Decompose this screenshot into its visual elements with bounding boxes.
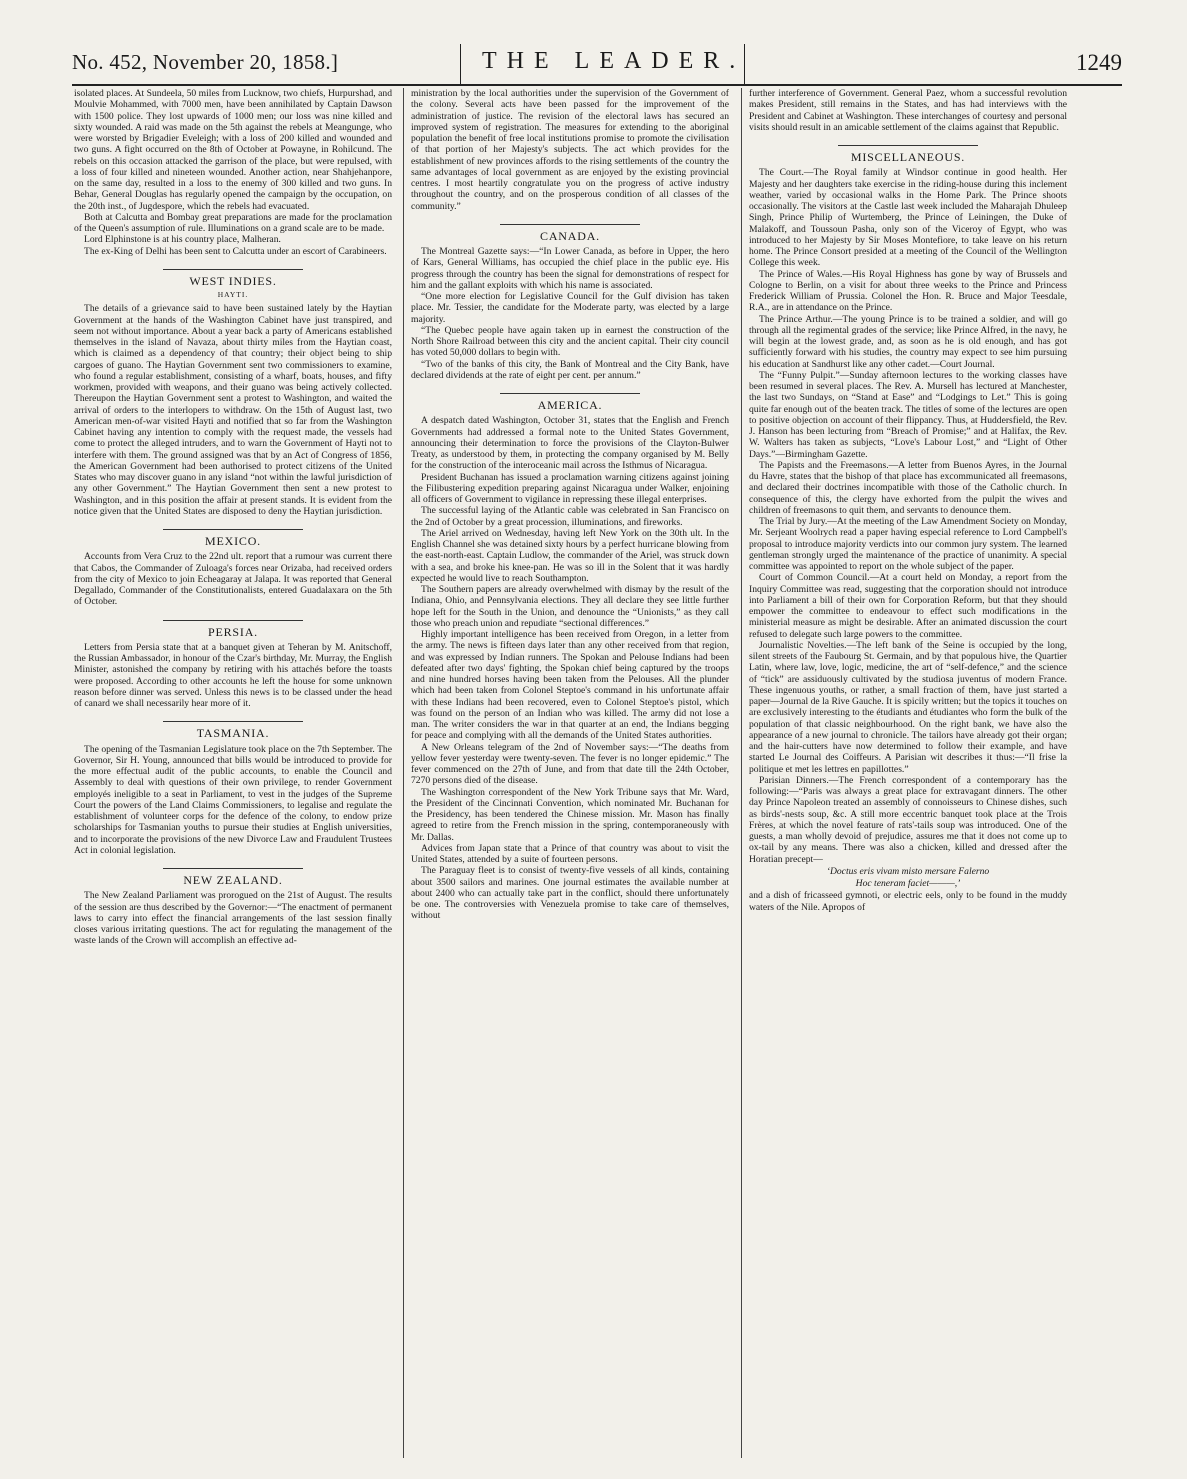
article-paragraph: Court of Common Council.—At a court held on Monday, a report from the Inquiry Committee was read, suggesting that the corporation should not introduce into Parliament a bill of their own for Corporation Reform, but that they should empower the committee to endeavour to effect such modifications in the ministerial measure as might be desirable. After an animated discussion the court refused to delegate such large powers to the committee.	[749, 572, 1067, 640]
section-rule	[163, 721, 303, 722]
header-divider	[744, 44, 745, 84]
article-paragraph: The Court.—The Royal family at Windsor continue in good health. Her Majesty and her daughters take exercise in the riding-house during this inclement weather, varied by occasional walks in the Home Park. The Prince shoots occasionally. The visitors at the Castle last week included the Maharajah Dhuleep Singh, Prince Philip of Wurtemberg, the Prince of Leiningen, the Duke of Malakoff, and Toussoun Pasha, only son of the Viceroy of Egypt, who was introduced to her Majesty by Sir Moses Montefiore, to take leave on his return home. The Prince Consort presided at a meeting of the Council of the Wellington College this week.	[749, 167, 1067, 269]
article-paragraph: “One more election for Legislative Council for the Gulf division has taken place. Mr. Tessier, the candidate for the Moderate party, was elected by a large majority.	[411, 291, 729, 325]
column-divider	[403, 88, 404, 1458]
article-paragraph: President Buchanan has issued a proclamation warning citizens against joining the Filibustering expedition preparing against Nicaragua under Walker, enjoining all officers of Government to vigilance in repressing these illegal enterprises.	[411, 471, 729, 505]
article-paragraph: “Two of the banks of this city, the Bank of Montreal and the City Bank, have declared dividends at the rate of eight per cent. per annum.”	[411, 358, 729, 381]
section-heading: WEST INDIES.	[189, 273, 277, 288]
article-paragraph: The Papists and the Freemasons.—A letter from Buenos Ayres, in the Journal du Havre, states that the bishop of that place has excommunicated all freemasons, and declared their doctrines incompatible with those of the Catholic church. In consequence of this, the clergy have exhorted from the pulpit the wives and children of freemasons to quit them, and servants to denounce them.	[749, 459, 1067, 516]
column-1	[74, 88, 392, 1466]
article-paragraph: The opening of the Tasmanian Legislature took place on the 7th September. The Governor, Sir H. Young, announced that bills would be introduced to provide for the more effectual audit of the public accounts, to enable the Council and Assembly to deal with questions of their own privilege, to render Government employés ineligible to a seat in Parliament, to vest in the judges of the Supreme Court the powers of the Land Claims Commissioners, to legalise and regulate the establishment of volunteer corps for the defence of the colony, to endow prize scholarships for Tasmanian youths to pursue their studies at English universities, and to incorporate the provisions of the new Divorce Law and Fraudulent Trustees Act in colonial legislation.	[74, 743, 392, 856]
section-heading: MISCELLANEOUS.	[850, 150, 966, 164]
newspaper-title: THE LEADER.	[482, 48, 746, 74]
section-rule	[500, 393, 640, 394]
issue-date: No. 452, November 20, 1858.]	[72, 50, 339, 74]
article-paragraph: Letters from Persia state that at a banquet given at Teheran by M. Anitschoff, the Russian Ambassador, in honour of the Czar's birthday, Mr. Murray, the English Minister, astonished the company by retiring with his attachés before the toasts were proposed. According to other accounts he left the house for some unknown reason before dinner was served. Unless this news is to be classed under the head of canard we shall necessarily hear more of it.	[74, 641, 392, 709]
article-paragraph: The “Funny Pulpit.”—Sunday afternoon lectures to the working classes have been resumed in several places. The Rev. A. Mursell has lectured at Manchester, the last two Sundays, on “Stand at Ease” and “Lodgings to Let.” This is going quite far enough out of the beaten track. The titles of some of the lectures are open to positive objection on account of their flippancy. Thus, at Huddersfield, the Rev. J. Hanson has been lecturing from “Breach of Promise;” and at Halifax, the Rev. W. Walters has taken as subjects, “Love's Labour Lost,” and “Light of Other Days.”—Birmingham Gazette.	[749, 369, 1067, 460]
article-paragraph: Highly important intelligence has been received from Oregon, in a letter from the army. The news is fifteen days later than any other received from that region, and was expressed by Indian runners. The Spokan and Pelouse Indians had been defeated after two days' fighting, the Spokan chief being captured by the troops and nine hundred horses having been taken from the Pelouses. All the plunder which had been taken from Colonel Steptoe's command in his unfortunate affair with these Indians had been recovered, even to Colonel Steptoe's pistol, which was found on the person of an Indian who was killed. The army did not lose a man. The writer considers the war in that quarter at an end, the Indians begging for peace and complying with all the demands of the United States authorities.	[411, 629, 729, 742]
section-rule	[163, 529, 303, 530]
article-paragraph: Accounts from Vera Cruz to the 22nd ult. report that a rumour was current there that Cabos, the Commander of Zuloaga's forces near Orizaba, had received orders from the city of Mexico to join Echeagaray at Jalapa. It was reported that General Degallado, Commander of the Constitutionalists, entered Guadalaxara on the 5th of October.	[74, 551, 392, 608]
article-paragraph: The details of a grievance said to have been sustained lately by the Haytian Government at the hands of the Washington Cabinet have just transpired, and seem not without importance. About a year back a party of Americans established themselves in the island of Navaza, about thirty miles from the Haytian coast, which is claimed as a dependency of that country; their object being to ship cargoes of guano. The Haytian Government sent two commissioners to examine, who found a regular establishment, consisting of a wharf, boats, houses, and fifty workmen, provided with weapons, and their guano was being actively collected. Thereupon the Haytian Government sent a protest to Washington, and waited the arrival of orders to the interlopers to withdraw. On the 15th of August last, two American men-of-war visited Hayti and notified that so far from the Washington Cabinet having any intention to comply with the request made, the vessels had come to protect the alleged intruders, and to warn the Government of Hayti not to interfere with them. The ground assigned was that by an Act of Congress of 1856, the American Government had been authorised to protect citizens of the United States who may discover guano in any island “not within the lawful jurisdiction of any other Government.” The Haytian Government then sent a new protest to Washington, and in this position the affair at present stands. It is evident from the notice given that the United States are disposed to deny the Haytian jurisdiction.	[74, 303, 392, 517]
column-divider	[741, 88, 742, 1458]
article-paragraph: The Southern papers are already overwhelmed with dismay by the result of the Indiana, Ohio, and Pennsylvania elections. They all declare they see little further hope left for the South in the Union, and denounce the “Unionists,” as they call those who preach union and repudiate “sectional differences.”	[411, 584, 729, 629]
article-paragraph: A New Orleans telegram of the 2nd of November says:—“The deaths from yellow fever yesterday were twenty-seven. The fever is no longer epidemic.” The fever commenced on the 27th of June, and from that date till the 24th October, 7270 persons died of the disease.	[411, 741, 729, 787]
section-rule	[163, 269, 303, 270]
quoted-verse: ‘Doctus eris vivam misto mersare Falerno	[826, 865, 990, 877]
article-paragraph: ministration by the local authorities under the supervision of the Government of the colony. Several acts have been passed for the improvement of the administration of justice. The revision of the electoral laws has secured an improved system of registration. The measures for extending to the aboriginal population the benefit of free local institutions promise to promote the civilisation of that portion of her Majesty's subjects. The act which provides for the establishment of new provinces affords to the rising settlements of the country the same advantages of local government as are enjoyed by the existing provincial centres. I most heartily congratulate you on the progress of active industry throughout the country, and on the prosperous condition of all classes of the community.”	[411, 88, 729, 212]
section-rule	[163, 620, 303, 621]
section-heading: MEXICO.	[205, 534, 261, 548]
section-rule	[838, 145, 978, 146]
article-paragraph: isolated places. At Sundeela, 50 miles from Lucknow, two chiefs, Hurpurshad, and Moulvie Mohammed, with 7000 men, have been annihilated by Captain Dawson with 1500 police. They lost upwards of 1000 men; our loss was nine killed and sixty wounded. A raid was made on the 5th against the rebels at Meangunge, who were worsted by Brigadier Eveleigh; with a loss of 200 killed and wounded and two guns. A fight occurred on the 8th of October at Powayne, in Rohilcund. The rebels on this occasion attacked the garrison of the place, but were repulsed, with a loss of four killed and nineteen wounded. Another action, near Shahjehanpore, on the same day, resulted in a loss to the enemy of 300 killed and two guns. In Behar, General Douglas has regularly opened the campaign by the occupation, on the 20th inst., of Jugdespore, which the rebels had evacuated.	[74, 88, 392, 212]
section-rule	[500, 224, 640, 225]
article-paragraph: Advices from Japan state that a Prince of that country was about to visit the United States, attended by a suite of fourteen persons.	[411, 842, 729, 865]
quoted-verse: Hoc teneram faciet———,’	[855, 878, 961, 889]
section-rule	[163, 868, 303, 869]
article-paragraph: Lord Elphinstone is at his country place, Malheran.	[84, 234, 281, 246]
article-paragraph: The Prince Arthur.—The young Prince is to be trained a soldier, and will go through all the regimental grades of the service; like Prince Alfred, in the navy, he will begin at the lowest grade, and, as soon as he is old enough, and has got sufficiently forward with his studies, the country may expect to see him pursuing his education at Sandhurst like any other cadet.—Court Journal.	[749, 313, 1067, 370]
article-paragraph: Parisian Dinners.—The French correspondent of a contemporary has the following:—“Paris was always a great place for extravagant dinners. The other day Prince Napoleon treated an assembly of connoisseurs to Chinese dishes, such as birds'-nests soup, &c. A still more eccentric banquet took place at the Trois Frères, at which the novel feature of rats'-tails soup was introduced. One of the guests, a man wholly devoid of prejudice, assures me that it does not come up to ox-tail by any means. There was also a chicken, killed and dressed after the Horatian precept—	[749, 774, 1067, 865]
article-paragraph: The Montreal Gazette says:—“In Lower Canada, as before in Upper, the hero of Kars, General Williams, has occupied the chief place in the public eye. His progress through the country has been the signal for demonstrations of respect for him and the gallant exploits with which his name is associated.	[411, 246, 729, 291]
article-paragraph: A despatch dated Washington, October 31, states that the English and French Governments had addressed a formal note to the United States Government, announcing their determination to force the provisions of the Clayton-Bulwer Treaty, as understood by them, in protecting the company organised by M. Belly for the construction of the interoceanic mail across the Isthmus of Nicaragua.	[411, 415, 729, 472]
article-paragraph: The Prince of Wales.—His Royal Highness has gone by way of Brussels and Cologne to Berlin, on a visit for about three weeks to the Prince and Princess Frederick William of Prussia. Colonel the Hon. R. Bruce and Major Teesdale, R.A., are in attendance on the Prince.	[749, 268, 1067, 314]
article-paragraph: The Washington correspondent of the New York Tribune says that Mr. Ward, the President of the Cincinnati Convention, which nominated Mr. Buchanan for the Presidency, has been tendered the Chinese mission. Mr. Mason has finally agreed to retire from the French mission in the spring, contemporaneously with Mr. Dallas.	[411, 786, 729, 843]
article-paragraph: The successful laying of the Atlantic cable was celebrated in San Francisco on the 2nd of October by a great procession, illuminations, and fireworks.	[411, 505, 729, 528]
section-heading: TASMANIA.	[196, 726, 270, 741]
column-2	[411, 88, 729, 1466]
article-paragraph: Both at Calcutta and Bombay great preparations are made for the proclamation of the Queen's assumption of rule. Illuminations on a grand scale are to be made.	[74, 211, 392, 234]
article-paragraph: Journalistic Novelties.—The left bank of the Seine is occupied by the long, silent streets of the Faubourg St. Germain, and by that populous hive, the Quartier Latin, where law, love, logic, medicine, the art of “self-defence,” and the science of “tick” are assiduously cultivated by the studiosa juventus of modern France. These ingenuous youths, or rather, a small fraction of them, have just started a paper—Journal de la Rive Gauche. It is spicily written; but the topics it touches on are exclusively interesting to the étudiants and étudiantes who form the bulk of the population of that classic neighbourhood. On the right bank, we have also the appearance of a new journal to chronicle. The tailors have already got their organ; and the hair-cutters have now determined to follow their example, and have started Le Journal des Coiffeurs. A Parisian wit describes it thus:—“Il frise la politique et met les lettres en papillottes.”	[749, 639, 1067, 775]
header-divider	[460, 44, 461, 84]
article-paragraph: further interference of Government. General Paez, whom a successful revolution makes President, still remains in the States, and has had interviews with the President and Cabinet at Washington. These interchanges of courtesy and personal visits should result in an amicable settlement of the claims against that Republic.	[749, 88, 1067, 133]
section-heading: AMERICA.	[537, 398, 603, 412]
section-heading: CANADA.	[540, 228, 600, 243]
section-heading: NEW ZEALAND.	[183, 873, 283, 887]
article-paragraph: The ex-King of Delhi has been sent to Calcutta under an escort of Carabineers.	[84, 245, 387, 257]
article-paragraph: and a dish of fricasseed gymnoti, or electric eels, only to be found in the muddy waters of the Nile. Apropos of	[749, 890, 1067, 913]
article-paragraph: The New Zealand Parliament was prorogued on the 21st of August. The results of the session are thus described by the Governor:—“The enactment of permanent laws to carry into effect the financial arrangements of the last session finally closes various irritating questions. The act for regulating the management of the waste lands of the Crown will accomplish an effective ad-	[74, 890, 392, 947]
page-header	[72, 44, 1122, 86]
article-paragraph: The Paraguay fleet is to consist of twenty-five vessels of all kinds, containing about 3500 sailors and marines. One journal estimates the available number at about 2400 who can actually take part in the conflict, should there unfortunately be one. The controversies with Venezuela promise to take care of themselves, without	[411, 865, 729, 922]
article-paragraph: The Ariel arrived on Wednesday, having left New York on the 30th ult. In the English Channel she was detained sixty hours by a perfect hurricane blowing from the east-north-east. Captain Ludlow, the commander of the Ariel, was struck down with a sea, and broke his knee-pan. He was so ill in the Solent that it was hardly expected he would live to reach Southampton.	[411, 527, 729, 584]
section-heading: PERSIA.	[208, 624, 258, 639]
section-subheading: HAYTI.	[217, 290, 249, 299]
article-paragraph: The Trial by Jury.—At the meeting of the Law Amendment Society on Monday, Mr. Serjeant Woolrych read a paper having especial reference to Lord Campbell's proposal to introduce majority verdicts into our common jury system. The learned gentleman strongly urged the maintenance of the practice of unanimity. A special committee was appointed to report on the whole subject of the paper.	[749, 516, 1067, 572]
article-paragraph: “The Quebec people have again taken up in earnest the construction of the North Shore Railroad between this city and the ancient capital. Their city council has voted 50,000 dollars to begin with.	[411, 324, 729, 359]
column-3	[749, 88, 1067, 1466]
page-number: 1249	[1076, 50, 1122, 75]
